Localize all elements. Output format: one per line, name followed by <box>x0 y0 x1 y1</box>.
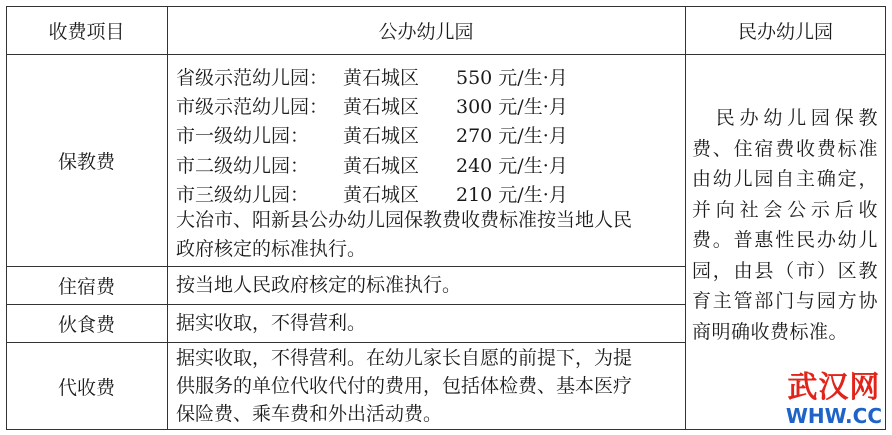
label-agency-fee: 代收费 <box>57 376 115 399</box>
tuition-note-line1: 大冶市、阳新县公办幼儿园保教费收费标准按当地人民 <box>176 209 633 231</box>
header-public-kindergarten: 公办幼儿园 <box>378 20 474 43</box>
meals-text: 据实收取，不得营利。 <box>176 312 367 334</box>
agency-line2: 供服务的单位代收代付的费用，包括体检费、基本医疗 <box>176 375 633 397</box>
fee-level: 市一级幼儿园： <box>176 125 310 147</box>
header-fee-item: 收费项目 <box>48 20 125 43</box>
fee-amount: 550 元/生·月 <box>456 67 568 89</box>
fee-amount: 300 元/生·月 <box>456 96 568 118</box>
watermark-domain: WHW.CC <box>785 404 882 428</box>
fee-amount: 270 元/生·月 <box>456 125 568 147</box>
fee-level: 市二级幼儿园： <box>176 155 310 177</box>
watermark-logo-text: 武汉网 <box>787 370 881 405</box>
fee-district: 黄石城区 <box>343 125 420 147</box>
label-meals: 伙食费 <box>57 313 115 336</box>
agency-line1: 据实收取，不得营利。在幼儿家长自愿的前提下，为提 <box>176 347 633 369</box>
lodging-text: 按当地人民政府核定的标准执行。 <box>176 274 462 296</box>
fee-district: 黄石城区 <box>343 155 420 177</box>
fee-level: 市级示范幼儿园： <box>176 96 329 118</box>
label-tuition: 保教费 <box>57 150 115 173</box>
fee-district: 黄石城区 <box>343 67 420 89</box>
fee-amount: 210 元/生·月 <box>456 184 568 206</box>
fee-level: 省级示范幼儿园： <box>176 67 329 89</box>
tuition-note-line2: 政府核定的标准执行。 <box>176 238 367 260</box>
col-divider-2 <box>685 6 686 430</box>
site-watermark <box>786 371 882 427</box>
label-lodging: 住宿费 <box>57 275 115 298</box>
header-private-kindergarten: 民办幼儿园 <box>737 20 833 43</box>
col-divider-1 <box>167 6 168 430</box>
fee-level: 市三级幼儿园： <box>176 184 310 206</box>
fee-district: 黄石城区 <box>343 96 420 118</box>
private-kindergarten-policy: 民办幼儿园保教费、住宿费收费标准由幼儿园自主确定，并向社会公示后收费。普惠性民办幼儿园，由县（市）区教育主管部门与园方协商明确收费标准。 <box>692 107 878 343</box>
fee-amount: 240 元/生·月 <box>456 155 568 177</box>
agency-line3: 保险费、乘车费和外出活动费。 <box>176 403 443 425</box>
fee-district: 黄石城区 <box>343 184 420 206</box>
